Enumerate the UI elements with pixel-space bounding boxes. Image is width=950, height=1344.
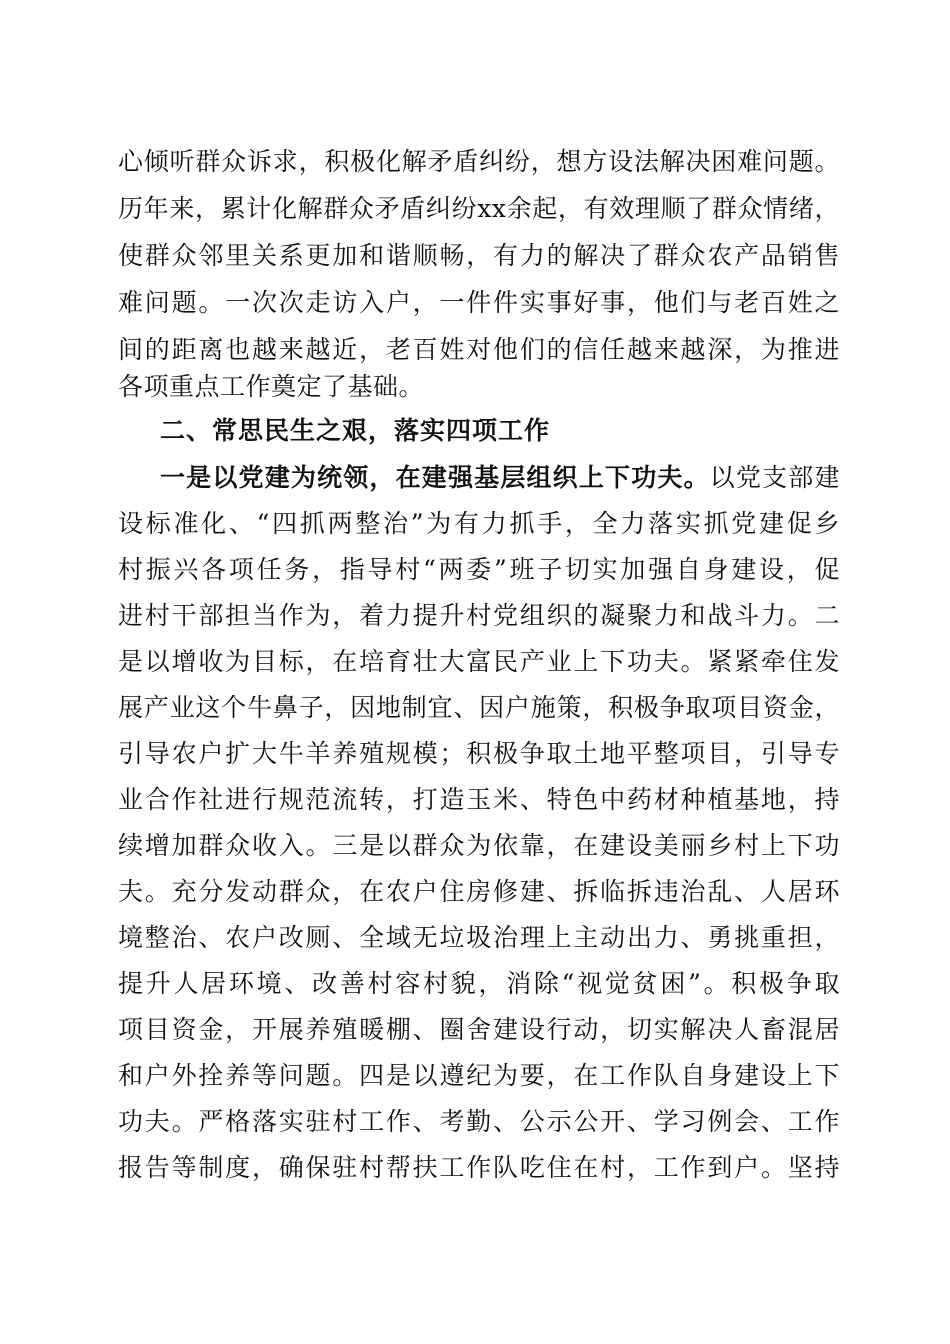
paragraph-line: 境整治、农户改厕、全域无垃圾治理上主动出力、勇挑重担，: [118, 923, 840, 952]
paragraph-line: 提升人居环境、改善村容村貌，消除“视觉贫困”。积极争取: [118, 969, 840, 998]
lead-rest-text: 以党支部建: [709, 463, 840, 492]
paragraph-line: 各项重点工作奠定了基础。: [118, 372, 425, 401]
paragraph-line: 续增加群众收入。三是以群众为依靠，在建设美丽乡村上下功: [118, 831, 840, 860]
paragraph-line: 是以增收为目标，在培育壮大富民产业上下功夫。紧紧牵住发: [118, 647, 840, 676]
paragraph-line: 使群众邻里关系更加和谐顺畅，有力的解决了群众农产品销售: [118, 241, 840, 270]
paragraph-line: 报告等制度，确保驻村帮扶工作队吃住在村，工作到户。坚持: [118, 1153, 840, 1182]
lead-bold-text: 一是以党建为统领，在建强基层组织上下功夫。: [160, 463, 710, 492]
paragraph-line: 引导农户扩大牛羊养殖规模；积极争取土地平整项目，引导专: [118, 739, 840, 768]
paragraph-line: 村振兴各项任务，指导村“两委”班子切实加强自身建设，促: [118, 555, 840, 584]
paragraph-lead-line: [160, 456, 840, 500]
paragraph-line: 进村干部担当作为，着力提升村党组织的凝聚力和战斗力。二: [118, 601, 840, 630]
paragraph-line: 设标准化、“四抓两整治”为有力抓手，全力落实抓党建促乡: [118, 509, 840, 538]
paragraph-line: 功夫。严格落实驻村工作、考勤、公示公开、学习例会、工作: [118, 1107, 840, 1136]
paragraph-line: 和户外拴养等问题。四是以遵纪为要，在工作队自身建设上下: [118, 1061, 840, 1090]
paragraph-line: 展产业这个牛鼻子，因地制宜、因户施策，积极争取项目资金，: [118, 693, 840, 722]
paragraph-line: 夫。充分发动群众，在农户住房修建、拆临拆违治乱、人居环: [118, 877, 840, 906]
section-heading: 二、常思民生之艰，落实四项工作: [160, 416, 551, 445]
paragraph-line: 业合作社进行规范流转，打造玉米、特色中药材种植基地，持: [118, 785, 840, 814]
paragraph-line: 历年来，累计化解群众矛盾纠纷xx余起，有效理顺了群众情绪，: [118, 194, 840, 223]
paragraph-line: 难问题。一次次走访入户，一件件实事好事，他们与老百姓之: [118, 288, 840, 317]
paragraph-line: 项目资金，开展养殖暖棚、圈舍建设行动，切实解决人畜混居: [118, 1015, 840, 1044]
paragraph-line: 间的距离也越来越近，老百姓对他们的信任越来越深，为推进: [118, 335, 840, 364]
paragraph-line: 心倾听群众诉求，积极化解矛盾纠纷，想方设法解决困难问题。: [118, 147, 840, 176]
